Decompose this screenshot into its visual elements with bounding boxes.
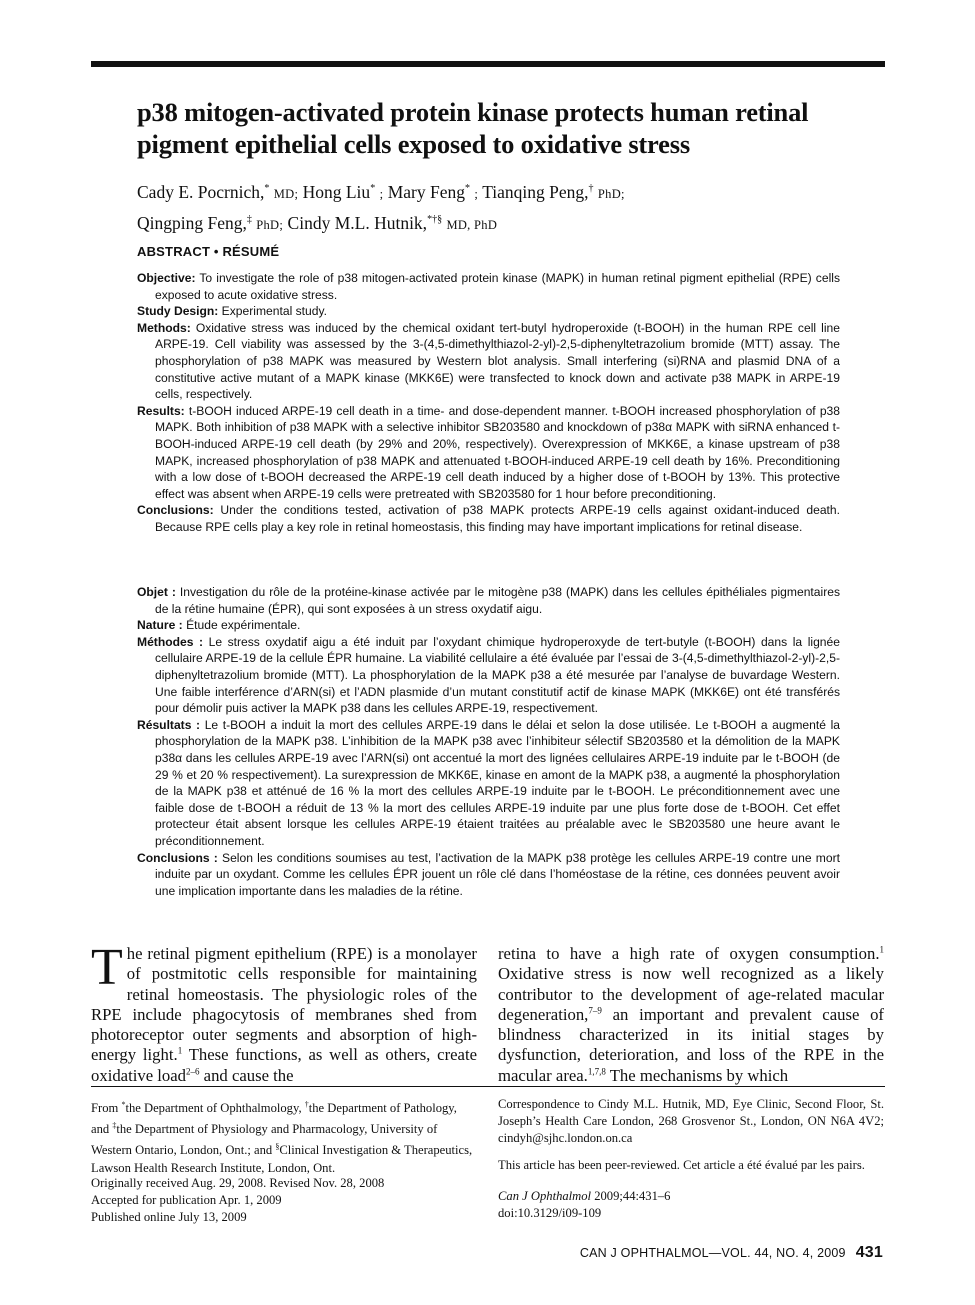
running-footer-journal: CAN J OPHTHALMOL—VOL. 44, NO. 4, 2009 xyxy=(579,1246,846,1260)
intro-paragraph-start xyxy=(91,939,477,1086)
abstract-fr-section-label: Nature : xyxy=(137,618,183,633)
author-name: Cady E. Pocrnich, xyxy=(137,181,265,202)
author xyxy=(482,182,625,202)
abstract-en-section-text: To investigate the role of p38 mitogen-activated protein kinase (MAPK) in human retinal pigment epithelial (RPE) cells exposed to acute oxidative stress. xyxy=(155,271,840,302)
author-degree: PhD; xyxy=(597,186,625,201)
published-date: Published online July 13, 2009 xyxy=(91,1210,247,1224)
affiliation-text: the Department of Physiology and Pharmacology, University of Western Ontario, London, Ont.; and xyxy=(91,1122,438,1158)
affiliation-superscript: § xyxy=(275,1142,280,1152)
author xyxy=(137,182,298,202)
body-column-right xyxy=(498,944,884,1086)
abstract-fr-section-label: Résultats : xyxy=(137,717,201,732)
abstract-en-section-label: Methods: xyxy=(137,320,191,335)
peer-review-text: This article has been peer-reviewed. Cet article a été évalué par les pairs. xyxy=(498,1158,865,1172)
abstract-en-section-label: Objective: xyxy=(137,271,196,285)
left-col-text xyxy=(91,939,477,1085)
body-superscript: 1 xyxy=(177,1045,183,1056)
body-text: The mechanisms by which xyxy=(605,1065,789,1085)
body-text: These functions, as well as others, create oxidative load xyxy=(91,1045,477,1085)
citation-volume: 2009;44:431–6 xyxy=(591,1189,671,1203)
author-name: Mary Feng xyxy=(387,181,465,202)
author-name: Qingping Feng, xyxy=(137,212,247,233)
abstract-french xyxy=(137,584,840,899)
abstract-fr-section-text: Investigation du rôle de la protéine-kinase activée par le mitogène p38 (MAPK) dans les cellules épithéliales pigmentaires de la rétine humaine (ÉPR), qui sont exposées à un stress oxydatif aigu. xyxy=(155,585,840,616)
correspondence-text: Correspondence to Cindy M.L. Hutnik, MD, Eye Clinic, Second Floor, St. Joseph’s Health Care London, 268 Grosvenor St., London, ON N6A 4V2; cindyh@sjhc.london.on.ca xyxy=(498,1097,884,1145)
author-affiliation-mark: *†§ xyxy=(427,213,443,225)
affiliation-superscript: * xyxy=(121,1100,126,1109)
affiliation-text: the Department of Pathology, and xyxy=(91,1101,457,1137)
abstract-fr-section xyxy=(137,634,840,717)
author xyxy=(288,213,498,233)
abstract-en-section-text: Experimental study. xyxy=(218,304,327,319)
accepted-date: Accepted for publication Apr. 1, 2009 xyxy=(91,1193,282,1207)
publication-dates xyxy=(91,1175,477,1226)
body-superscript: 2–6 xyxy=(186,1066,200,1077)
abstract-fr-section xyxy=(137,850,840,900)
body-text: retina to have a high rate of oxygen consumption. xyxy=(498,944,880,963)
intro-paragraph-continued xyxy=(498,944,884,1086)
affiliation-text: the Department of Ophthalmology, xyxy=(125,1101,305,1116)
abstract-en-section xyxy=(137,270,840,303)
abstract-fr-section-label: Méthodes : xyxy=(137,634,204,649)
body-superscript: 1 xyxy=(879,944,884,955)
affiliation-superscript: ‡ xyxy=(112,1121,117,1131)
author xyxy=(137,213,283,233)
citation-footnote xyxy=(498,1188,884,1222)
author-name: Hong Liu xyxy=(302,181,371,202)
abstract-en-section-label: Study Design: xyxy=(137,304,219,319)
abstract-en-section xyxy=(137,403,840,503)
author-affiliation-mark: * xyxy=(264,183,270,194)
correspondence-footnote xyxy=(498,1096,884,1147)
abstract-en-section xyxy=(137,303,840,320)
abstract-en-section-text: Oxidative stress was induced by the chemical oxidant tert-butyl hydroperoxide (t-BOOH) in the human RPE cell line ARPE-19. Cell viability was assessed by the 3-(4,5-dimethylthiazol-2-yl)-2,5-diphenyltetrazolium bromide (MTT) assay. The phosphorylation of p38 MAPK was measured by Western blot analysis. Small interfering (si)RNA and plasmid DNA of a constitutive active mutant of a MAPK kinase (MKK6E) were transfected to knock down and activate p38 MAPK in ARPE-19 cells, respectively. xyxy=(155,320,840,402)
running-footer xyxy=(580,1244,883,1262)
footnote-rule xyxy=(91,1086,885,1087)
abstract-fr-section xyxy=(137,584,840,617)
body-superscript: 7–9 xyxy=(588,1005,602,1016)
page-number: 431 xyxy=(855,1244,883,1261)
affiliation-text: From xyxy=(91,1101,122,1116)
author xyxy=(388,182,478,202)
body-text: an important and prevalent cause of blindness characterized in its initial stages by dysfunction, deterioration, and loss of the RPE in the macular area. xyxy=(498,1004,884,1085)
body-column-left xyxy=(91,939,477,1086)
abstract-english xyxy=(137,270,840,536)
author-list xyxy=(137,176,877,238)
body-superscript: 1,7,8 xyxy=(587,1066,606,1077)
abstract-en-section-text: Under the conditions tested, activation of p38 MAPK protects ARPE-19 cells against oxidant-induced death. Because RPE cells play a key role in retinal homeostasis, this finding may have important implications for retinal disease. xyxy=(155,503,840,534)
affiliations-text xyxy=(91,1096,477,1177)
journal-abbrev: Can J Ophthalmol xyxy=(498,1189,592,1203)
abstract-en-section xyxy=(137,502,840,535)
body-text: he retinal pigment epithelium (RPE) is a monolayer of postmitotic cells responsible for maintaining retinal homeostasis. The physiologic roles of the RPE include phagocytosis of membranes shed from photoreceptor outer segments and absorption of high-energy light. xyxy=(91,944,477,1065)
abstract-en-section-text: t-BOOH induced ARPE-19 cell death in a time- and dose-dependent manner. t-BOOH increased phosphorylation of p38 MAPK. Both inhibition of p38 MAPK with a selective inhibitor SB203580 and knockdown of p38α MAPK with siRNA enhanced t-BOOH-induced ARPE-19 cell death (by 29% and 20%, respectively). Overexpression of MKK6E, a kinase upstream of p38 MAPK, increased phosphorylation of p38 MAPK and attenuated t-BOOH-induced ARPE-19 cell death by 16%. Preconditioning with a low dose of t-BOOH decreased the ARPE-19 cell death induced by a higher dose of t-BOOH by 13%. This protective effect was absent when ARPE-19 cells were pretreated with SB203580 for 1 hour before preconditioning. xyxy=(155,403,840,501)
abstract-en-section-label: Results: xyxy=(137,403,185,418)
body-text: Oxidative stress is now well recognized as a likely contributor to the development of age-related macular degeneration, xyxy=(498,964,884,1024)
abstract-fr-section-label: Conclusions : xyxy=(137,850,218,865)
article-title: p38 mitogen-activated protein kinase protects human retinal pigment epithelial cells exposed to oxidative stress xyxy=(137,97,809,159)
author-degree: MD, PhD xyxy=(446,217,498,232)
author-affiliation-mark: ‡ xyxy=(246,213,252,225)
top-rule xyxy=(91,61,885,67)
author-affiliation-mark: † xyxy=(588,183,594,194)
abstract-fr-section-text: Le stress oxydatif aigu a été induit par l’oxydant chimique hydroperoxyde de tert-butyle (t-BOOH) dans la lignée cellulaire ARPE-19 de la cellule ÉPR humaine. La viabilité cellulaire a été évaluée par l’essai de 3-(4,5-dimethylthiazol-2-yl)-2,5-diphenyltetrazolium bromide (MTT). La phosphorylation de la MAPK p38 a été mesurée par l’analyse de buvardage Western. Une faible interférence d’ARN(si) et l’ADN plasmide d’un mutant constitutif actif de kinase MAPK (MKK6E) ont été transférés pour démolir puis activer la MAPK p38 dans les cellules ARPE-19, respectivement. xyxy=(155,634,840,716)
abstract-en-section xyxy=(137,320,840,403)
abstract-fr-section-text: Étude expérimentale. xyxy=(182,618,301,633)
abstract-fr-section xyxy=(137,617,840,634)
author-name: Cindy M.L. Hutnik, xyxy=(287,212,428,233)
author xyxy=(303,182,384,202)
author-degree: MD; xyxy=(273,186,299,201)
author-affiliation-mark: * xyxy=(465,183,470,194)
abstract-fr-section-text: Le t-BOOH a induit la mort des cellules ARPE-19 dans le délai et selon la dose utilisée. Le t-BOOH a augmenté la phosphorylation de la MAPK p38. L’inhibition de la MAPK p38 avec l’inhibiteur sélectif SB203580 et la démolition de la MAPK p38α dans les cellules ARPE-19 avec l’ARN(si) ont accentué la mort des lignées cellulaires ARPE-19 induite par le t-BOOH (de 29 % et 20 % respectivement). La surexpression de MKK6E, kinase en amont de la MAPK p38, a augmenté la phosphorylation de la MAPK p38 et atténué de 16 % la mort des cellules ARPE-19 induite par le t-BOOH. Le préconditionnement avec une faible dose de t-BOOH a réduit de 13 % la mort des cellules ARPE-19 induite par une plus forte dose de t-BOOH. Cet effet protecteur était absent lorsque les cellules ARPE-19 étaient traitées au préalable avec le SB203580 une heure avant le préconditionnement. xyxy=(155,717,840,848)
abstract-fr-section-label: Objet : xyxy=(137,585,176,599)
abstract-heading: ABSTRACT • RÉSUMÉ xyxy=(137,244,280,259)
drop-cap: T xyxy=(91,939,123,996)
author-affiliation-mark: * xyxy=(370,183,376,194)
author-degree: PhD; xyxy=(256,217,284,232)
doi-text: doi:10.3129/i09-109 xyxy=(498,1206,602,1220)
affiliation-text: Clinical Investigation & Therapeutics, Lawson Health Research Institute, London, Ont. xyxy=(91,1143,473,1175)
abstract-fr-section-text: Selon les conditions soumises au test, l’activation de la MAPK p38 protège les cellules ARPE-19 contre une mort induite par un oxydant. Comme les cellules ÉPR jouent un rôle clé dans l’homéostase de la rétine, ces données peuvent avoir une implication importante dans les maladies de la rétine. xyxy=(155,850,840,898)
peer-review-note xyxy=(498,1157,884,1174)
abstract-en-section-label: Conclusions: xyxy=(137,503,214,518)
author-degree: ; xyxy=(379,186,384,201)
affiliations-footnote xyxy=(91,1096,477,1177)
author-name: Tianqing Peng, xyxy=(482,181,589,202)
body-text: and cause the xyxy=(199,1065,294,1085)
author-degree: ; xyxy=(474,186,479,201)
abstract-fr-section xyxy=(137,717,840,850)
affiliation-superscript: † xyxy=(304,1100,309,1109)
received-date: Originally received Aug. 29, 2008. Revised Nov. 28, 2008 xyxy=(91,1176,385,1190)
citation-line xyxy=(498,1188,884,1205)
